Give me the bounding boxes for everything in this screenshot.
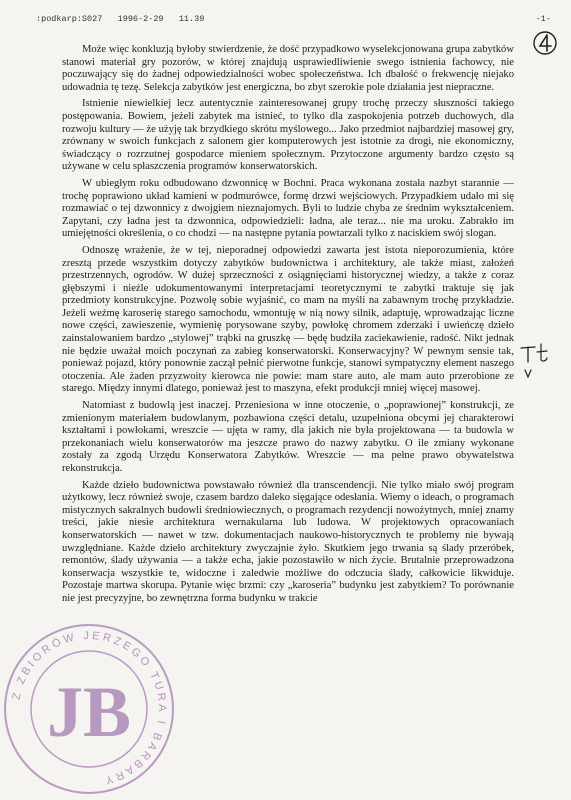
paragraph: Może więc konkluzją byłoby stwierdzenie, że dość przypadkowo wyselekcjonowana grupa zabytków stanowi materiał gry pozorów, w której znajdują usprawiedliwienie swego istnienia fachowcy, nie poczuwający się do żadnej odpowiedzialności wobec społeczeństwa. Ich dbałość o frekwencję niejako udowadnia tę tezę. Selekcja zabytków jest energiczna, bo zbyt szerokie pole działania jest niepraczne. xyxy=(62,44,514,93)
collection-stamp xyxy=(0,618,180,800)
stamp-text: Z ZBIORÓW JERZEGO TURA I BARBARY xyxy=(10,629,169,787)
paragraph: Istnienie niewielkiej lecz autentycznie zainteresowanej grupy trochę przeczy słuszności takiego postępowania. Bowiem, jeżeli zabytek ma istnieć, to tylko dla zaspokojenia potrzeb duchowych, dla rozwoju kultury — że użyję tak brzydkiego skrótu myślowego... Jako przedmiot najbardziej masowej gry, zrównany w swoich funkcjach z salonem gier komputerowych jest istotnie za drogi, nie ekonomiczny, świadczący o rozrzutnej gospodarce mieniem społecznym. Przytoczone argumenty bardzo często są używane w celu spłaszczenia programów konserwatorskich. xyxy=(62,98,514,173)
handwritten-page-number xyxy=(532,30,558,56)
paragraph: Odnoszę wrażenie, że w tej, nieporadnej odpowiedzi zawarta jest istota nieporozumienia, które zresztą przede wszystkim dotyczy zabytków budownictwa i architektury, ale także miast, założeń przestrzennych, ogrodów. W dużej sprzeczności z osiągnięciami historycznej wiedzy, a także z coraz głębszymi i nieźle udokumentowanymi interpretacjami teoretycznymi te zabytki traktuje się jak przedmioty konstrukcyjne. Pozwolę sobie wyjaśnić, co mam na myśli na zabawnym trochę przykładzie. Jeżeli weźmę karoserię starego samochodu, wmontuję w nią nowy silnik, adaptuję, wprowadzając liczne nowe części, zawieszenie, wymienię porysowane szyby, powłokę chromem zderzaki i uwieńczę dzieło zainstalowaniem bardzo „stylowej” trąbki na gruszkę — będę budziła zaciekawienie, radość. Nikt jednak nie będzie uważał moich poczynań za zabieg konserwatorski. Konserwacyjny? W pewnym sensie tak, ponieważ pojazd, który ponownie zaczął pełnić pierwotne funkcje, stanowi sympatyczny element naszego otoczenia. Ale żaden przyzwoity kierowca nie powie: mam stare auto, ale mam auto przerobione ze starego. Między innymi dlatego, ponieważ jest to maszyna, efekt produkcji mniej więcej masowej. xyxy=(62,244,514,395)
stamp-monogram: JB xyxy=(46,672,132,752)
paragraph: Natomiast z budowlą jest inaczej. Przeniesiona w inne otoczenie, o „poprawionej” konstrukcji, ze zmienionym materiałem budowlanym, pozbawiona części detalu, uzupełniona obcymi jej charakterowi kształtami i powłokami, wreszcie — ujęta w ramy, dla jakich nie była projektowana — ta budowla w przekonaniach wielu konserwatorów ma jeszcze prawo do nazwy zabytku. O ile zmiany wykonane zostały za zgodą Urzędu Konserwatora Zabytków. Wreszcie — ma pełne prawo obywatelstwa rekonstrukcja. xyxy=(62,400,514,474)
article-body xyxy=(62,44,514,610)
page-number: -1- xyxy=(535,14,551,24)
paragraph: Każde dzieło budownictwa powstawało również dla transcendencji. Nie tylko miało swój program użytkowy, lecz również swoje, czasem bardzo daleko sięgające odesłania. Wiemy o ideach, o programach mistycznych sakralnych budowli średniowiecznych, o programach rezydencji nowożytnych, mniej znamy treści, jakie niesie architektura wernakularna lub ludowa. W projektowych opracowaniach konserwatorskich — nawet w tzw. dokumentacjach naukowo-historycznych te problemy nie bywają uwzględniane. Każde dzieło architektury zwyczajnie żyło. Skutkiem jego trwania są ślady przeróbek, remontów, ślady używania — a także echa, jakie pozostawiło w nich życie. Brutalnie przeprowadzona konserwacja wszystkie te, widoczne i zaledwie możliwe do odczucia ślady, całkowicie likwiduje. Pozostaje martwa skorupa. Pytanie więc brzmi: czy „karoseria” budynku jest zabytkiem? To porównanie nie jest precyzyjne, bo zewnętrzna forma budynku w trakcie xyxy=(62,479,514,604)
fax-header xyxy=(36,14,551,28)
paragraph: W ubiegłym roku odbudowano dzwonnicę w Bochni. Praca wykonana została nazbyt starannie — trochę poprawiono układ kamieni w podmurówce, formę drzwi wejściowych. Przypadkiem udało mi się rozmawiać o tej dzwonnicy z dwojgiem nieznajomych. Byli to ludzie chyba ze średnim wykształceniem. Zapytani, czy ładna jest ta dzwonnica, odpowiedzieli: ładna, ale teraz... nie ma uroku. Zabrakło im umiejętności określenia, o co chodzi — na następne pytania powtarzali tylko z naciskiem swój slogan. xyxy=(62,177,514,240)
handwritten-margin-note xyxy=(517,340,557,380)
fax-header-id: :podkarp:S027 1996-2-29 11.39 xyxy=(36,14,205,24)
